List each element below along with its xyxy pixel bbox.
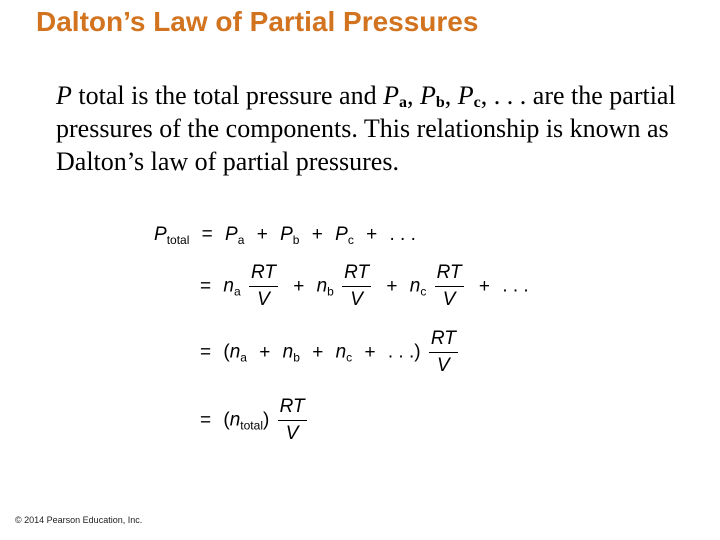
plus-sign: +: [256, 224, 268, 245]
equals-sign: =: [200, 409, 212, 431]
plus-sign: +: [293, 275, 305, 297]
open-paren: (: [223, 341, 230, 363]
fraction-denominator: V: [257, 289, 270, 310]
pc-term-subscript: c: [347, 233, 354, 247]
ellipsis: . . .: [502, 275, 529, 297]
comma-1: ,: [406, 81, 420, 110]
pc-subscript: c: [473, 94, 481, 111]
close-paren: ): [262, 409, 270, 431]
plus-sign: +: [311, 224, 323, 245]
equation-line-2: [200, 262, 529, 311]
nc-subscript: c: [346, 350, 353, 365]
ntotal-subscript: total: [240, 418, 263, 433]
paragraph-text-2: , . . . are the partial pressures of the components. This relationship is known as Dalton’s law of partial pressures.: [56, 81, 676, 176]
pa-subscript: a: [398, 94, 407, 111]
equation-line-1: [154, 224, 416, 246]
copyright-footer: © 2014 Pearson Education, Inc.: [15, 515, 143, 525]
pa-term-subscript: a: [237, 233, 245, 247]
nc-term: n: [409, 275, 421, 297]
plus-sign: +: [386, 275, 398, 297]
fraction-numerator: RT: [249, 262, 278, 287]
pb-subscript: b: [435, 94, 445, 111]
equation-line-4: [200, 396, 310, 445]
pc-symbol: P: [457, 81, 474, 110]
ntotal-term: n: [229, 409, 241, 431]
equation-line-3: [200, 328, 461, 377]
ellipsis: . . .: [389, 224, 416, 245]
p-symbol: P: [56, 81, 72, 110]
fraction-numerator: RT: [342, 262, 371, 287]
slide-title: Dalton’s Law of Partial Pressures: [36, 6, 479, 37]
rt-over-v-fraction: [429, 328, 458, 377]
na-term: n: [223, 275, 234, 297]
nb-term: n: [282, 341, 294, 363]
pa-symbol: P: [383, 81, 399, 110]
pb-symbol: P: [419, 81, 436, 110]
ptotal-subscript: total: [166, 233, 190, 247]
open-paren: (: [223, 409, 230, 431]
fraction-numerator: RT: [278, 396, 307, 421]
ellipsis: . . .: [387, 341, 415, 363]
paragraph-text-1: total is the total pressure and: [71, 81, 384, 110]
pa-term: P: [225, 224, 238, 245]
nb-term: n: [316, 275, 328, 297]
na-term: n: [229, 341, 241, 363]
na-subscript: a: [240, 350, 247, 365]
equals-sign: =: [200, 341, 212, 363]
fraction-denominator: V: [437, 355, 450, 376]
rt-over-v-fraction: [342, 262, 371, 311]
rt-over-v-fraction: [278, 396, 307, 445]
na-subscript: a: [233, 284, 241, 299]
nb-subscript: b: [293, 350, 300, 365]
rt-over-v-fraction: [249, 262, 278, 311]
plus-sign: +: [366, 224, 378, 245]
pc-term: P: [335, 224, 348, 245]
fraction-denominator: V: [442, 289, 456, 310]
plus-sign: +: [259, 341, 271, 363]
pb-term-subscript: b: [292, 233, 300, 247]
comma-2: ,: [444, 81, 458, 110]
rt-over-v-fraction: [435, 262, 464, 311]
plus-sign: +: [364, 341, 376, 363]
nc-subscript: c: [420, 284, 427, 299]
fraction-numerator: RT: [429, 328, 458, 353]
equals-sign: =: [200, 275, 212, 297]
ptotal-symbol: P: [154, 224, 167, 245]
fraction-denominator: V: [285, 423, 299, 444]
fraction-numerator: RT: [435, 262, 464, 287]
slide-paragraph: [56, 79, 696, 178]
equals-sign: =: [201, 224, 213, 245]
plus-sign: +: [312, 341, 324, 363]
fraction-denominator: V: [350, 289, 363, 310]
plus-sign: +: [478, 275, 491, 297]
pb-term: P: [280, 224, 293, 245]
nc-term: n: [335, 341, 347, 363]
nb-subscript: b: [327, 284, 334, 299]
close-paren: ): [414, 341, 421, 363]
